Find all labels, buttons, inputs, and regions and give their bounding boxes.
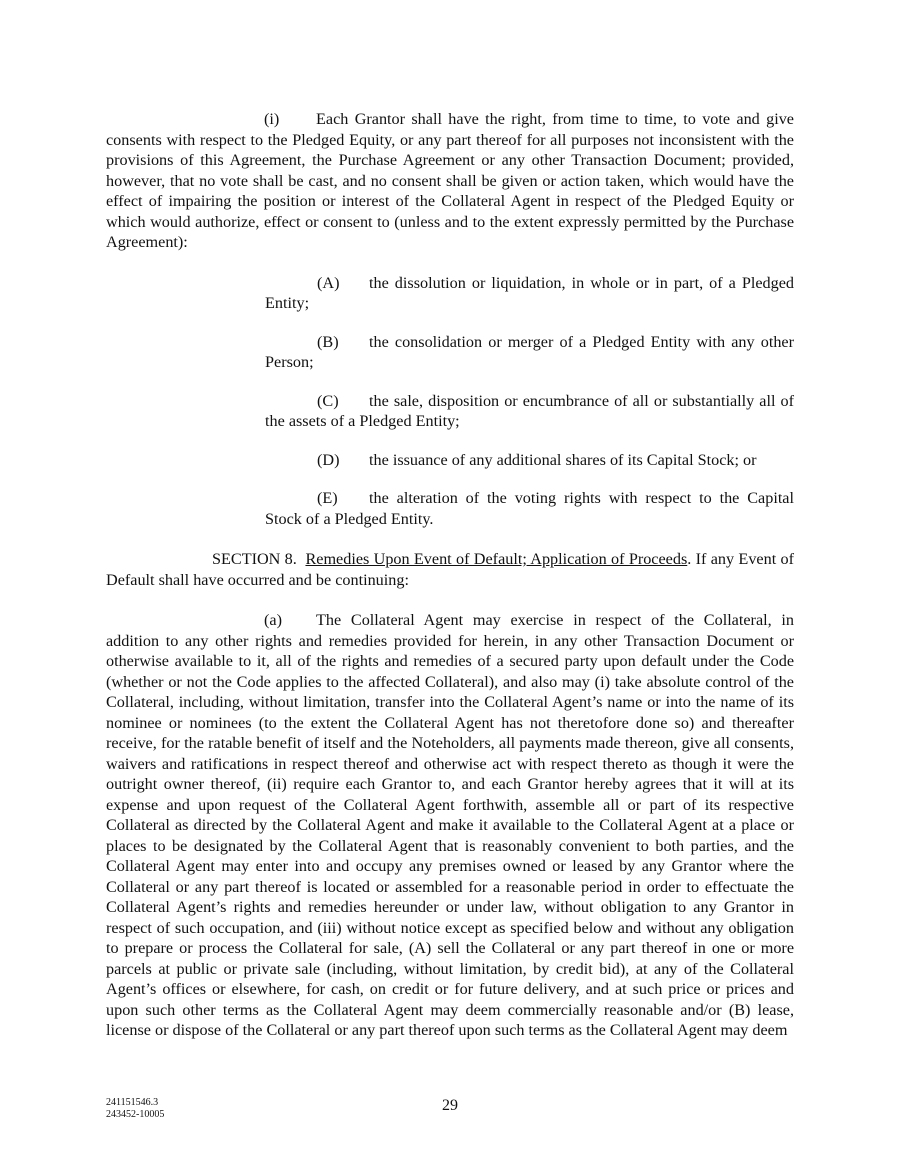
footer-doc-id-1: 241151546.3 bbox=[106, 1097, 159, 1108]
footer-doc-id-2: 243452-10005 bbox=[106, 1109, 165, 1120]
document-body bbox=[106, 109, 794, 1041]
paragraph-a-text: The Collateral Agent may exercise in respect of the Collateral, in addition to any other rights and remedies provided for herein, in any other Transaction Document or otherwise available to it, all of the rights and remedies of a secured party upon default under the Code (whether or not the Code applies to the affected Collateral), and also may (i) take absolute control of the Collateral, including, without limitation, transfer into the Collateral Agent’s name or into the name of its nominee or nominees (to the extent the Collateral Agent has not theretofore done so) and thereafter receive, for the ratable benefit of itself and the Noteholders, all payments made thereon, give all consents, waivers and ratifications in respect thereof and otherwise act with respect thereto as though it were the outright owner thereof, (ii) require each Grantor to, and each Grantor hereby agrees that it will at its expense and upon request of the Collateral Agent forthwith, assemble all or part of its respective Collateral as directed by the Collateral Agent and make it available to the Collateral Agent at a place or places to be designated by the Collateral Agent that is reasonably convenient to both parties, and the Collateral Agent may enter into and occupy any premises owned or leased by any Grantor where the Collateral or any part thereof is located or assembled for a reasonable period in order to effectuate the Collateral Agent’s rights and remedies hereunder or under law, without obligation to any Grantor in respect of such occupation, and (iii) without notice except as specified below and without any obligation to prepare or process the Collateral for sale, (A) sell the Collateral or any part thereof in one or more parcels at public or private sale (including, without limitation, by credit bid), at any of the Collateral Agent’s offices or elsewhere, for cash, on credit or for future delivery, and at such price or prices and upon such other terms as the Collateral Agent may deem commercially reasonable and/or (B) lease, license or dispose of the Collateral or any part thereof upon such terms as the Collateral Agent may deem bbox=[106, 611, 794, 1039]
paragraph-a bbox=[106, 610, 794, 1041]
clause-e-label: (E) bbox=[317, 489, 338, 507]
section-8-heading: Remedies Upon Event of Default; Application of Proceeds bbox=[305, 550, 688, 568]
section-8 bbox=[106, 549, 794, 590]
clause-c bbox=[265, 391, 794, 432]
paragraph-i-text: Each Grantor shall have the right, from time to time, to vote and give consents with respect to the Pledged Equity, or any part thereof for all purposes not inconsistent with the provisions of this Agreement, the Purchase Agreement or any other Transaction Document; provided, however, that no vote shall be cast, and no consent shall be given or action taken, which would have the effect of impairing the position or interest of the Collateral Agent in respect of the Pledged Equity or which would authorize, effect or consent to (unless and to the extent expressly permitted by the Purchase Agreement): bbox=[106, 110, 794, 251]
clause-b bbox=[265, 332, 794, 373]
paragraph-i bbox=[106, 109, 794, 253]
clause-e-text: the alteration of the voting rights with respect to the Capital Stock of a Pledged Entity. bbox=[265, 489, 794, 528]
clause-a-label: (A) bbox=[317, 273, 340, 292]
clause-c-text: the sale, disposition or encumbrance of all or substantially all of the assets of a Pledged Entity; bbox=[265, 391, 794, 430]
clause-d-label: (D) bbox=[317, 450, 340, 469]
clause-d bbox=[265, 450, 794, 471]
clause-e bbox=[265, 488, 794, 529]
clause-d-text: the issuance of any additional shares of its Capital Stock; or bbox=[369, 450, 757, 469]
footer-document-id bbox=[106, 1097, 164, 1121]
clause-b-label: (B) bbox=[317, 332, 339, 351]
clause-c-label: (C) bbox=[317, 391, 339, 410]
section-8-text: . If any Event of Default shall have occurred and be continuing: bbox=[106, 550, 794, 589]
clause-b-text: the consolidation or merger of a Pledged Entity with any other Person; bbox=[265, 332, 794, 371]
section-8-number: SECTION 8. bbox=[212, 550, 297, 568]
page-number: 29 bbox=[442, 1097, 458, 1114]
paragraph-a-label: (a) bbox=[264, 611, 282, 629]
clause-a bbox=[265, 273, 794, 314]
clause-a-text: the dissolution or liquidation, in whole or in part, of a Pledged Entity; bbox=[265, 273, 794, 312]
paragraph-i-label: (i) bbox=[264, 110, 280, 128]
